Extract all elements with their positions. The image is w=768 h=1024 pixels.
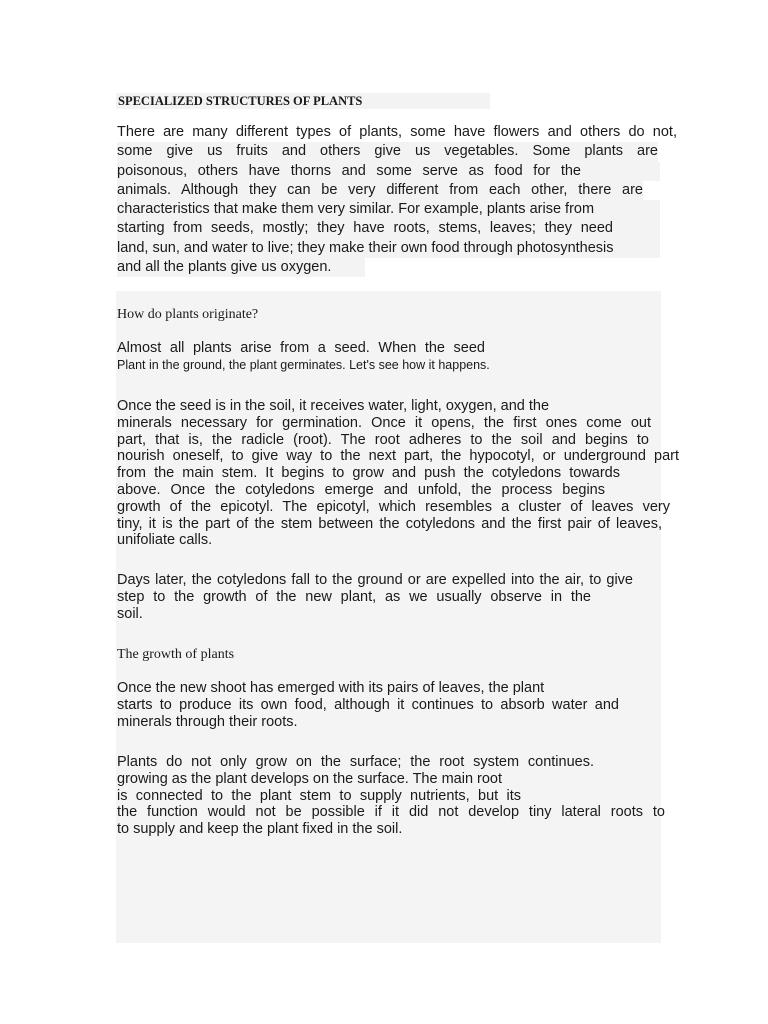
paragraph-line: nourish oneself, to give way to the next part, the hypocotyl, or underground part	[117, 448, 679, 465]
paragraph-line: Once the new shoot has emerged with its pairs of leaves, the plant	[117, 680, 545, 696]
paragraph-line: is connected to the plant stem to supply nutrients, but its	[117, 787, 521, 804]
paragraph-line: above. Once the cotyledons emerge and unfold, the process begins	[117, 481, 605, 498]
intro-line: starting from seeds, mostly; they have roots, stems, leaves; they need	[117, 219, 660, 238]
paragraph-line: step to the growth of the new plant, as we usually observe in the	[117, 588, 591, 605]
intro-line: some give us fruits and others give us vegetables. Some plants are	[117, 142, 658, 161]
paragraph-line: growth of the epicotyl. The epicotyl, which resembles a cluster of leaves very	[117, 498, 670, 515]
paragraph-seed	[117, 340, 490, 373]
section-heading: How do plants originate?	[117, 307, 259, 322]
paragraph-line: to supply and keep the plant fixed in the soil.	[117, 821, 403, 838]
paragraph-line: Days later, the cotyledons fall to the ground or are expelled into the air, to give	[117, 572, 633, 588]
intro-paragraph	[117, 123, 677, 277]
paragraph-line: minerals through their roots.	[117, 713, 298, 730]
paragraph-line: unifoliate calls.	[117, 532, 213, 549]
paragraph-line: Plant in the ground, the plant germinates. Let's see how it happens.	[117, 357, 490, 372]
document-title: SPECIALIZED STRUCTURES OF PLANTS	[116, 93, 490, 109]
paragraph-line: Almost all plants arise from a seed. When the seed	[117, 340, 485, 356]
paragraph-line: tiny, it is the part of the stem between the cotyledons and the first pair of leaves,	[117, 515, 662, 532]
intro-line: There are many different types of plants, some have flowers and others do not,	[117, 124, 677, 140]
paragraph-cotyledons	[117, 572, 633, 622]
intro-line: animals. Although they can be very different from each other, there are	[117, 181, 643, 200]
paragraph-germination	[117, 398, 679, 549]
paragraph-line: minerals necessary for germination. Once it opens, the first ones come out	[117, 414, 651, 431]
paragraph-line: the function would not be possible if it did not develop tiny lateral roots to	[117, 804, 665, 821]
paragraph-line: Once the seed is in the soil, it receives water, light, oxygen, and the	[117, 398, 550, 414]
intro-line: land, sun, and water to live; they make their own food through photosynthesis	[117, 239, 660, 258]
intro-line: and all the plants give us oxygen.	[117, 258, 365, 277]
paragraph-line: starts to produce its own food, although it continues to absorb water and	[117, 696, 619, 713]
intro-line: poisonous, others have thorns and some serve as food for the	[117, 162, 660, 181]
section-heading: The growth of plants	[117, 647, 235, 662]
paragraph-line: soil.	[117, 605, 143, 622]
paragraph-growth	[117, 680, 619, 730]
paragraph-line: Plants do not only grow on the surface; the root system continues.	[117, 754, 594, 770]
paragraph-line: part, that is, the radicle (root). The root adheres to the soil and begins to	[117, 431, 649, 448]
paragraph-line: from the main stem. It begins to grow and push the cotyledons towards	[117, 465, 620, 482]
intro-line: characteristics that make them very similar. For example, plants arise from	[117, 200, 660, 219]
paragraph-roots	[117, 754, 665, 838]
paragraph-line: growing as the plant develops on the surface. The main root	[117, 770, 503, 787]
